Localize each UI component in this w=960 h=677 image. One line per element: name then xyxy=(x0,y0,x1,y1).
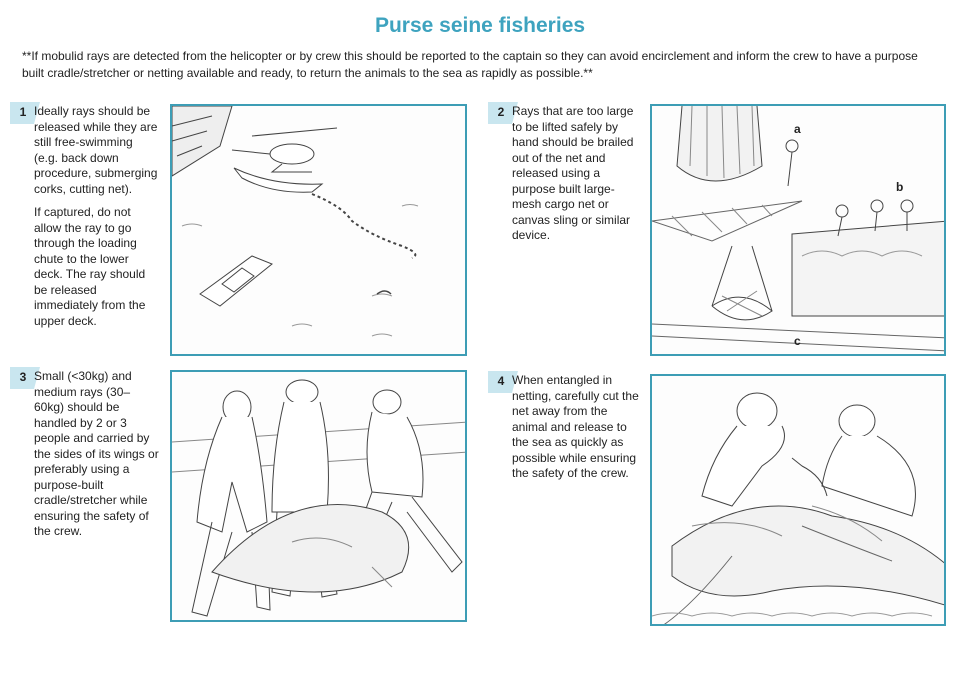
step-4-number: 4 xyxy=(497,374,505,388)
step-3-text xyxy=(34,369,160,548)
step-2-paragraph: Rays that are too large to be lifted safely by hand should be brailed out of the net and released using a purpose built large-mesh cargo net or canvas sling or similar device. xyxy=(512,104,634,242)
step-1-number: 1 xyxy=(19,105,27,119)
label-b: b xyxy=(896,180,904,194)
step-3-number: 3 xyxy=(19,370,27,384)
step-1-paragraph: Ideally rays should be released while they are still free-swimming (e.g. back down procedure, submerging corks, cutting net). xyxy=(34,104,158,196)
label-a: a xyxy=(794,122,801,136)
step-1-paragraph: If captured, do not allow the ray to go through the loading chute to the lower deck. The ray should be released immediately from the upper deck. xyxy=(34,205,146,328)
step-1-text xyxy=(34,104,160,337)
step-4-paragraph: When entangled in netting, carefully cut the net away from the animal and release to the sea as quickly as possible while ensuring the safety of the crew. xyxy=(512,373,639,480)
intro-note: **If mobulid rays are detected from the helicopter or by crew this should be reported to the captain so they can avoid encirclement and inform the crew to have a purpose built cradle/stretcher or netting available and ready, to return the animals to the sea as rapidly as possible.** xyxy=(22,49,918,80)
step-2-text xyxy=(512,104,644,252)
page-title: Purse seine fisheries xyxy=(374,14,586,37)
step-1-illustration xyxy=(170,104,467,356)
label-c: c xyxy=(794,334,801,348)
step-2-illustration xyxy=(650,104,946,356)
step-4-text xyxy=(512,373,644,490)
step-3-illustration xyxy=(170,370,467,622)
step-2-number: 2 xyxy=(497,105,505,119)
step-3-paragraph: Small (<30kg) and medium rays (30–60kg) should be handled by 2 or 3 people and carried by the sides of its wings or preferably using a purpose-built cradle/stretcher while ensuring the safety of the crew. xyxy=(34,369,159,538)
step-4-illustration xyxy=(650,374,946,626)
